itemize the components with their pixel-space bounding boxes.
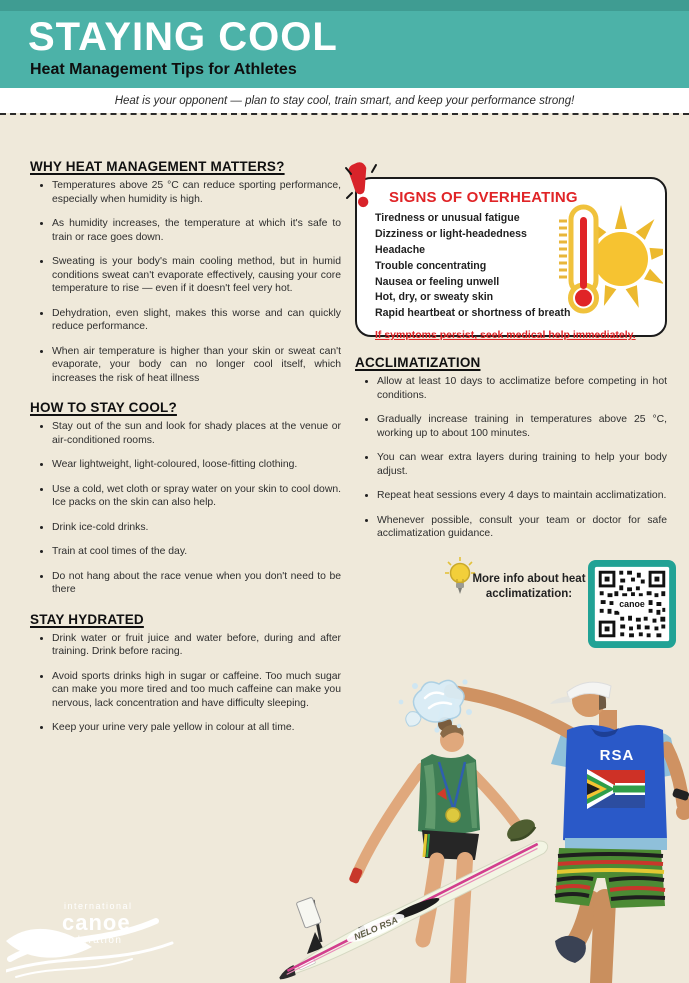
poster-body <box>0 113 689 983</box>
bullet-item: • You can wear extra layers during training to help your body adjust. <box>377 451 667 478</box>
section-acclimatization <box>355 355 667 541</box>
symptom-item: Trouble concentrating <box>375 259 487 272</box>
bib-country-code: RSA <box>599 747 635 764</box>
section-heading: HOW TO STAY COOL? <box>30 400 177 416</box>
bullet-item: • Whenever possible, consult your team or doctor for safe acclimatization guidance. <box>377 514 667 541</box>
qr-caption: More info about heat acclimatization: <box>472 572 586 601</box>
icf-logo-line3: federation <box>63 935 123 946</box>
man-shoe <box>555 936 586 963</box>
tagline-bar <box>0 88 689 113</box>
woman-figure <box>357 717 538 983</box>
bullet-item: • Wear lightweight, light-coloured, loose-fitting clothing. <box>52 458 341 472</box>
bullet-item: • Repeat heat sessions every 4 days to maintain acclimatization. <box>377 489 667 503</box>
race-number-plate <box>296 897 321 928</box>
bullet-item: • Keep your urine very pale yellow in colour at all time. <box>52 721 341 735</box>
section-heading: ACCLIMATIZATION <box>355 355 481 370</box>
bullet-item: • Temperatures above 25 °C can reduce sporting performance, especially when humidity is high. <box>52 179 341 206</box>
bullet-item: • Avoid sports drinks high in sugar or caffeine. Too much sugar can make you more tired and too much caffeine can make you nervous, lack concentration and have difficulty sleeping. <box>52 670 341 711</box>
icf-logo <box>6 893 196 981</box>
symptom-item: Dizziness or light-headedness <box>375 227 527 240</box>
bullet-list <box>30 179 341 385</box>
man-figure <box>439 682 689 983</box>
bullet-item: • Use a cold, wet cloth or spray water on your skin to cool down. Ice packs on the skin can also help. <box>52 483 341 510</box>
section-how-to-stay-cool <box>30 400 341 597</box>
thermometer-sun-icon <box>555 201 663 324</box>
man-shorts <box>555 848 665 908</box>
symptom-item: Rapid heartbeat or shortness of breath <box>375 307 571 320</box>
icf-logo-line2: canoe <box>62 910 131 935</box>
thermometer-icon <box>559 207 597 311</box>
icf-logo-line1: international <box>64 901 133 911</box>
signs-title: SIGNS OF OVERHEATING <box>389 189 578 206</box>
bullet-item: • Stay out of the sun and look for shady places at the venue or air-conditioned rooms. <box>52 420 341 447</box>
canoe <box>270 838 556 981</box>
bullet-item: • When air temperature is higher than your skin or sweat can't evaporate, your body can no longer cool itself, which increases the risk of heat illness <box>52 345 341 386</box>
bullet-item: • Allow at least 10 days to acclimatize before competing in hot conditions. <box>377 375 667 402</box>
bullet-item: • Gradually increase training in temperatures above 25 °C, working up to about 100 minutes. <box>377 413 667 440</box>
signs-of-overheating-box <box>355 177 667 342</box>
symptom-item: Tiredness or unusual fatigue <box>375 212 520 224</box>
bullet-item: • Do not hang about the race venue when you don't need to be there <box>52 570 341 597</box>
tagline-text: Heat is your opponent — plan to stay cool, train smart, and keep your performance strong! <box>114 94 575 107</box>
bullet-item: • Drink ice-cold drinks. <box>52 521 341 535</box>
bullet-list <box>30 420 341 597</box>
bullet-item: • As humidity increases, the temperature at which it's safe to train or race goes down. <box>52 217 341 244</box>
header-band <box>0 0 689 88</box>
section-why-heat-management <box>30 159 341 385</box>
symptom-item: Hot, dry, or sweaty skin <box>375 291 494 304</box>
right-column <box>355 177 667 668</box>
section-heading: WHY HEAT MANAGEMENT MATTERS? <box>30 159 285 174</box>
section-heading: STAY HYDRATED <box>30 611 144 627</box>
page-subtitle: Heat Management Tips for Athletes <box>30 61 297 78</box>
bullet-list <box>355 375 667 541</box>
qr-center-label: canoe <box>619 598 645 609</box>
south-africa-flag <box>587 769 645 809</box>
exclamation-icon <box>343 160 381 215</box>
symptom-item: Nausea or feeling unwell <box>375 275 500 288</box>
athletes-photo <box>269 638 689 983</box>
symptom-item: Headache <box>375 243 426 256</box>
yellow-ball <box>446 808 460 822</box>
bullet-item: • Dehydration, even slight, makes this worse and can quickly reduce performance. <box>52 307 341 334</box>
page-title: STAYING COOL <box>28 15 338 59</box>
symptom-list <box>375 211 583 322</box>
canoe-label: NELO RSA <box>352 914 400 943</box>
header-top-strip <box>0 0 689 11</box>
bullet-item: • Train at cool times of the day. <box>52 545 341 559</box>
signs-warning: If symptoms persist, seek medical help immediately. <box>375 329 636 342</box>
bullet-item: • Sweating is your body's main cooling method, but in humid conditions sweat can't evaporate effectively, causing your core temperature to rise — even if it doesn't feel very hot. <box>52 255 341 296</box>
bullet-item: • Drink water or fruit juice and water before, during and after training. Drink before racing. <box>52 632 341 659</box>
